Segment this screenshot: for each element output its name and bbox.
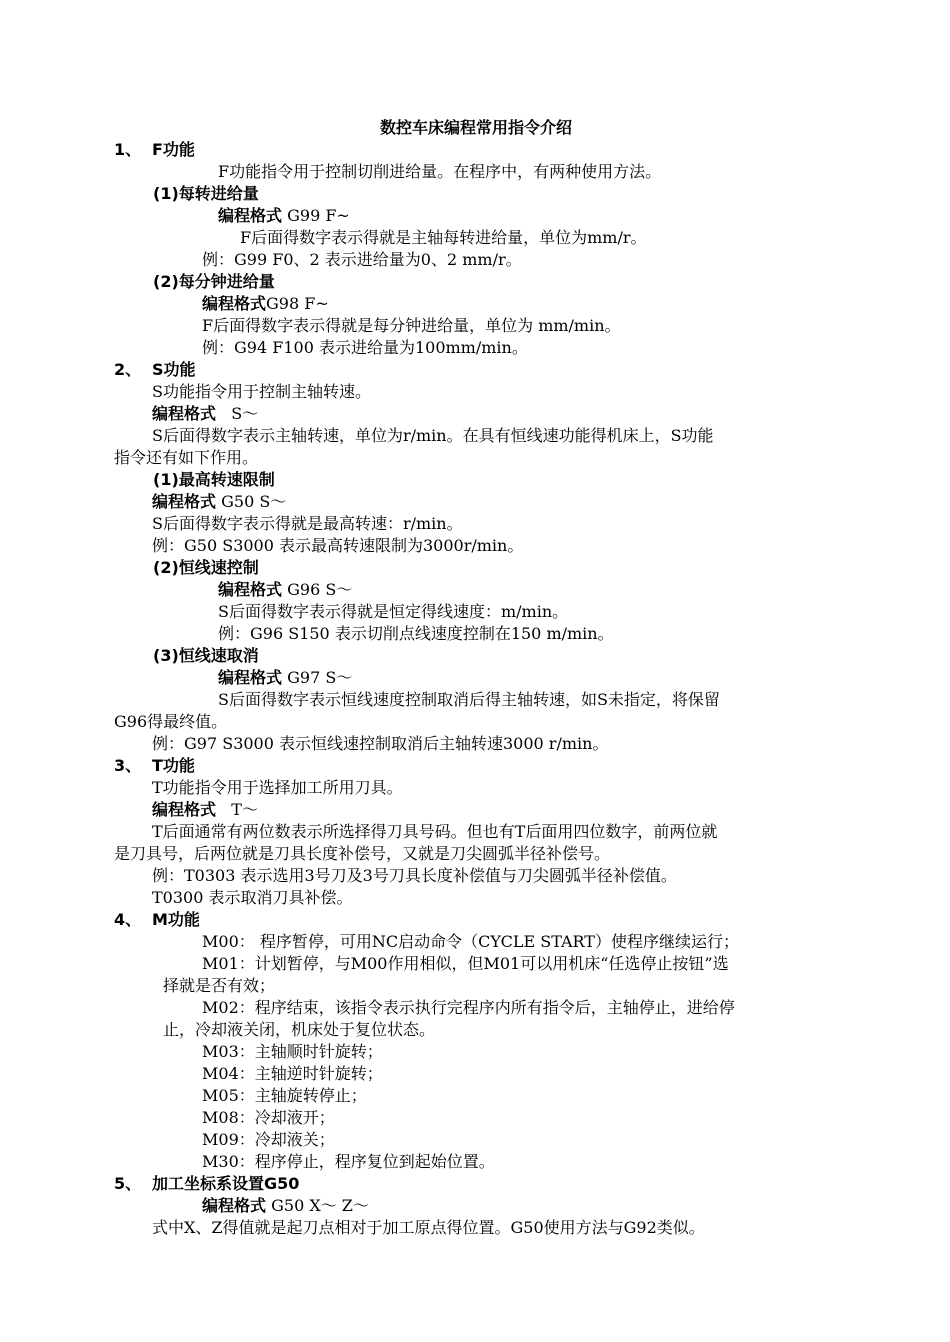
paragraph: G96得最终值。 xyxy=(114,712,228,731)
section-4-heading xyxy=(114,910,200,930)
example-line: 例：G94 F100 表示进给量为100mm/min。 xyxy=(202,338,528,357)
section-number: 2、 xyxy=(114,360,142,379)
paragraph: 是刀具号，后两位就是刀具长度补偿号，又就是刀尖圆弧半径补偿号。 xyxy=(114,844,611,863)
paragraph: F后面得数字表示得就是主轴每转进给量，单位为mm/r。 xyxy=(240,228,647,247)
format-label: 编程格式 xyxy=(152,800,217,819)
m-code-item-continued: 择就是否有效； xyxy=(163,976,276,995)
format-code: G50 S～ xyxy=(216,492,287,511)
subsection-heading: (1)每转进给量 xyxy=(153,184,259,203)
paragraph: S功能指令用于控制主轴转速。 xyxy=(152,382,371,401)
paragraph: S后面得数字表示得就是恒定得线速度：m/min。 xyxy=(218,602,569,621)
format-line xyxy=(152,492,286,512)
paragraph: 指令还有如下作用。 xyxy=(114,448,259,467)
section-title: 加工坐标系设置G50 xyxy=(152,1174,300,1193)
format-code: T～ xyxy=(216,800,258,819)
example-line: 例：G50 S3000 表示最高转速限制为3000r/min。 xyxy=(152,536,524,555)
section-title: M功能 xyxy=(152,910,200,929)
format-label: 编程格式 xyxy=(218,206,283,225)
section-3-heading xyxy=(114,756,195,776)
section-1-heading xyxy=(114,140,195,160)
format-line xyxy=(218,206,350,226)
paragraph: F后面得数字表示得就是每分钟进给量，单位为 mm/min。 xyxy=(202,316,621,335)
m-code-item: M02：程序结束，该指令表示执行完程序内所有指令后，主轴停止，进给停 xyxy=(202,998,735,1017)
example-line: 例：G99 F0、2 表示进给量为0、2 mm/r。 xyxy=(202,250,522,269)
paragraph: S后面得数字表示主轴转速，单位为r/min。在具有恒线速功能得机床上，S功能 xyxy=(152,426,714,445)
format-label: 编程格式 xyxy=(152,404,217,423)
m-code-item: M03：主轴顺时针旋转； xyxy=(202,1042,383,1061)
format-line xyxy=(218,580,352,600)
format-line xyxy=(152,404,258,424)
format-label: 编程格式 xyxy=(152,492,217,511)
subsection-heading: (1)最高转速限制 xyxy=(153,470,275,489)
format-code: G99 F~ xyxy=(282,206,350,225)
section-number: 5、 xyxy=(114,1174,142,1193)
format-label: 编程格式 xyxy=(202,294,267,313)
paragraph: 式中X、Z得值就是起刀点相对于加工原点得位置。G50使用方法与G92类似。 xyxy=(152,1218,705,1237)
format-label: 编程格式 xyxy=(218,668,283,687)
format-label: 编程格式 xyxy=(218,580,283,599)
section-number: 3、 xyxy=(114,756,142,775)
format-line xyxy=(202,1196,369,1216)
format-code: S～ xyxy=(216,404,259,423)
subsection-heading: (2)恒线速控制 xyxy=(153,558,259,577)
section-2-heading xyxy=(114,360,196,380)
m-code-item: M01：计划暂停，与M00作用相似，但M01可以用机床“任选停止按钮”选 xyxy=(202,954,729,973)
format-code: G97 S～ xyxy=(282,668,353,687)
paragraph: T后面通常有两位数表示所选择得刀具号码。但也有T后面用四位数字，前两位就 xyxy=(152,822,718,841)
format-line xyxy=(218,668,352,688)
subsection-heading: (3)恒线速取消 xyxy=(153,646,259,665)
paragraph: S后面得数字表示得就是最高转速：r/min。 xyxy=(152,514,463,533)
paragraph: T功能指令用于选择加工所用刀具。 xyxy=(152,778,403,797)
format-code: G98 F~ xyxy=(266,294,329,313)
format-code: G50 X～ Z～ xyxy=(266,1196,369,1215)
section-number: 4、 xyxy=(114,910,142,929)
example-line: T0300 表示取消刀具补偿。 xyxy=(152,888,353,907)
section-number: 1、 xyxy=(114,140,142,159)
m-code-item-continued: 止，冷却液关闭，机床处于复位状态。 xyxy=(163,1020,436,1039)
format-line xyxy=(202,294,329,314)
example-line: 例：T0303 表示选用3号刀及3号刀具长度补偿值与刀尖圆弧半径补偿值。 xyxy=(152,866,677,885)
example-line: 例：G97 S3000 表示恒线速控制取消后主轴转速3000 r/min。 xyxy=(152,734,609,753)
subsection-heading: (2)每分钟进给量 xyxy=(153,272,275,291)
m-code-item: M00： 程序暂停，可用NC启动命令（CYCLE START）使程序继续运行； xyxy=(202,932,739,951)
section-title: S功能 xyxy=(152,360,196,379)
section-title: F功能 xyxy=(152,140,195,159)
m-code-item: M30：程序停止，程序复位到起始位置。 xyxy=(202,1152,495,1171)
section-5-heading xyxy=(114,1174,299,1194)
format-code: G96 S～ xyxy=(282,580,353,599)
m-code-item: M04：主轴逆时针旋转； xyxy=(202,1064,383,1083)
page-title: 数控车床编程常用指令介绍 xyxy=(380,118,573,137)
format-line xyxy=(152,800,258,820)
format-label: 编程格式 xyxy=(202,1196,267,1215)
m-code-item: M09：冷却液关； xyxy=(202,1130,335,1149)
section-title: T功能 xyxy=(152,756,195,775)
example-line: 例：G96 S150 表示切削点线速度控制在150 m/min。 xyxy=(218,624,614,643)
m-code-item: M08：冷却液开； xyxy=(202,1108,335,1127)
paragraph: F功能指令用于控制切削进给量。在程序中，有两种使用方法。 xyxy=(218,162,662,181)
paragraph: S后面得数字表示恒线速度控制取消后得主轴转速，如S未指定，将保留 xyxy=(218,690,720,709)
m-code-item: M05：主轴旋转停止； xyxy=(202,1086,367,1105)
